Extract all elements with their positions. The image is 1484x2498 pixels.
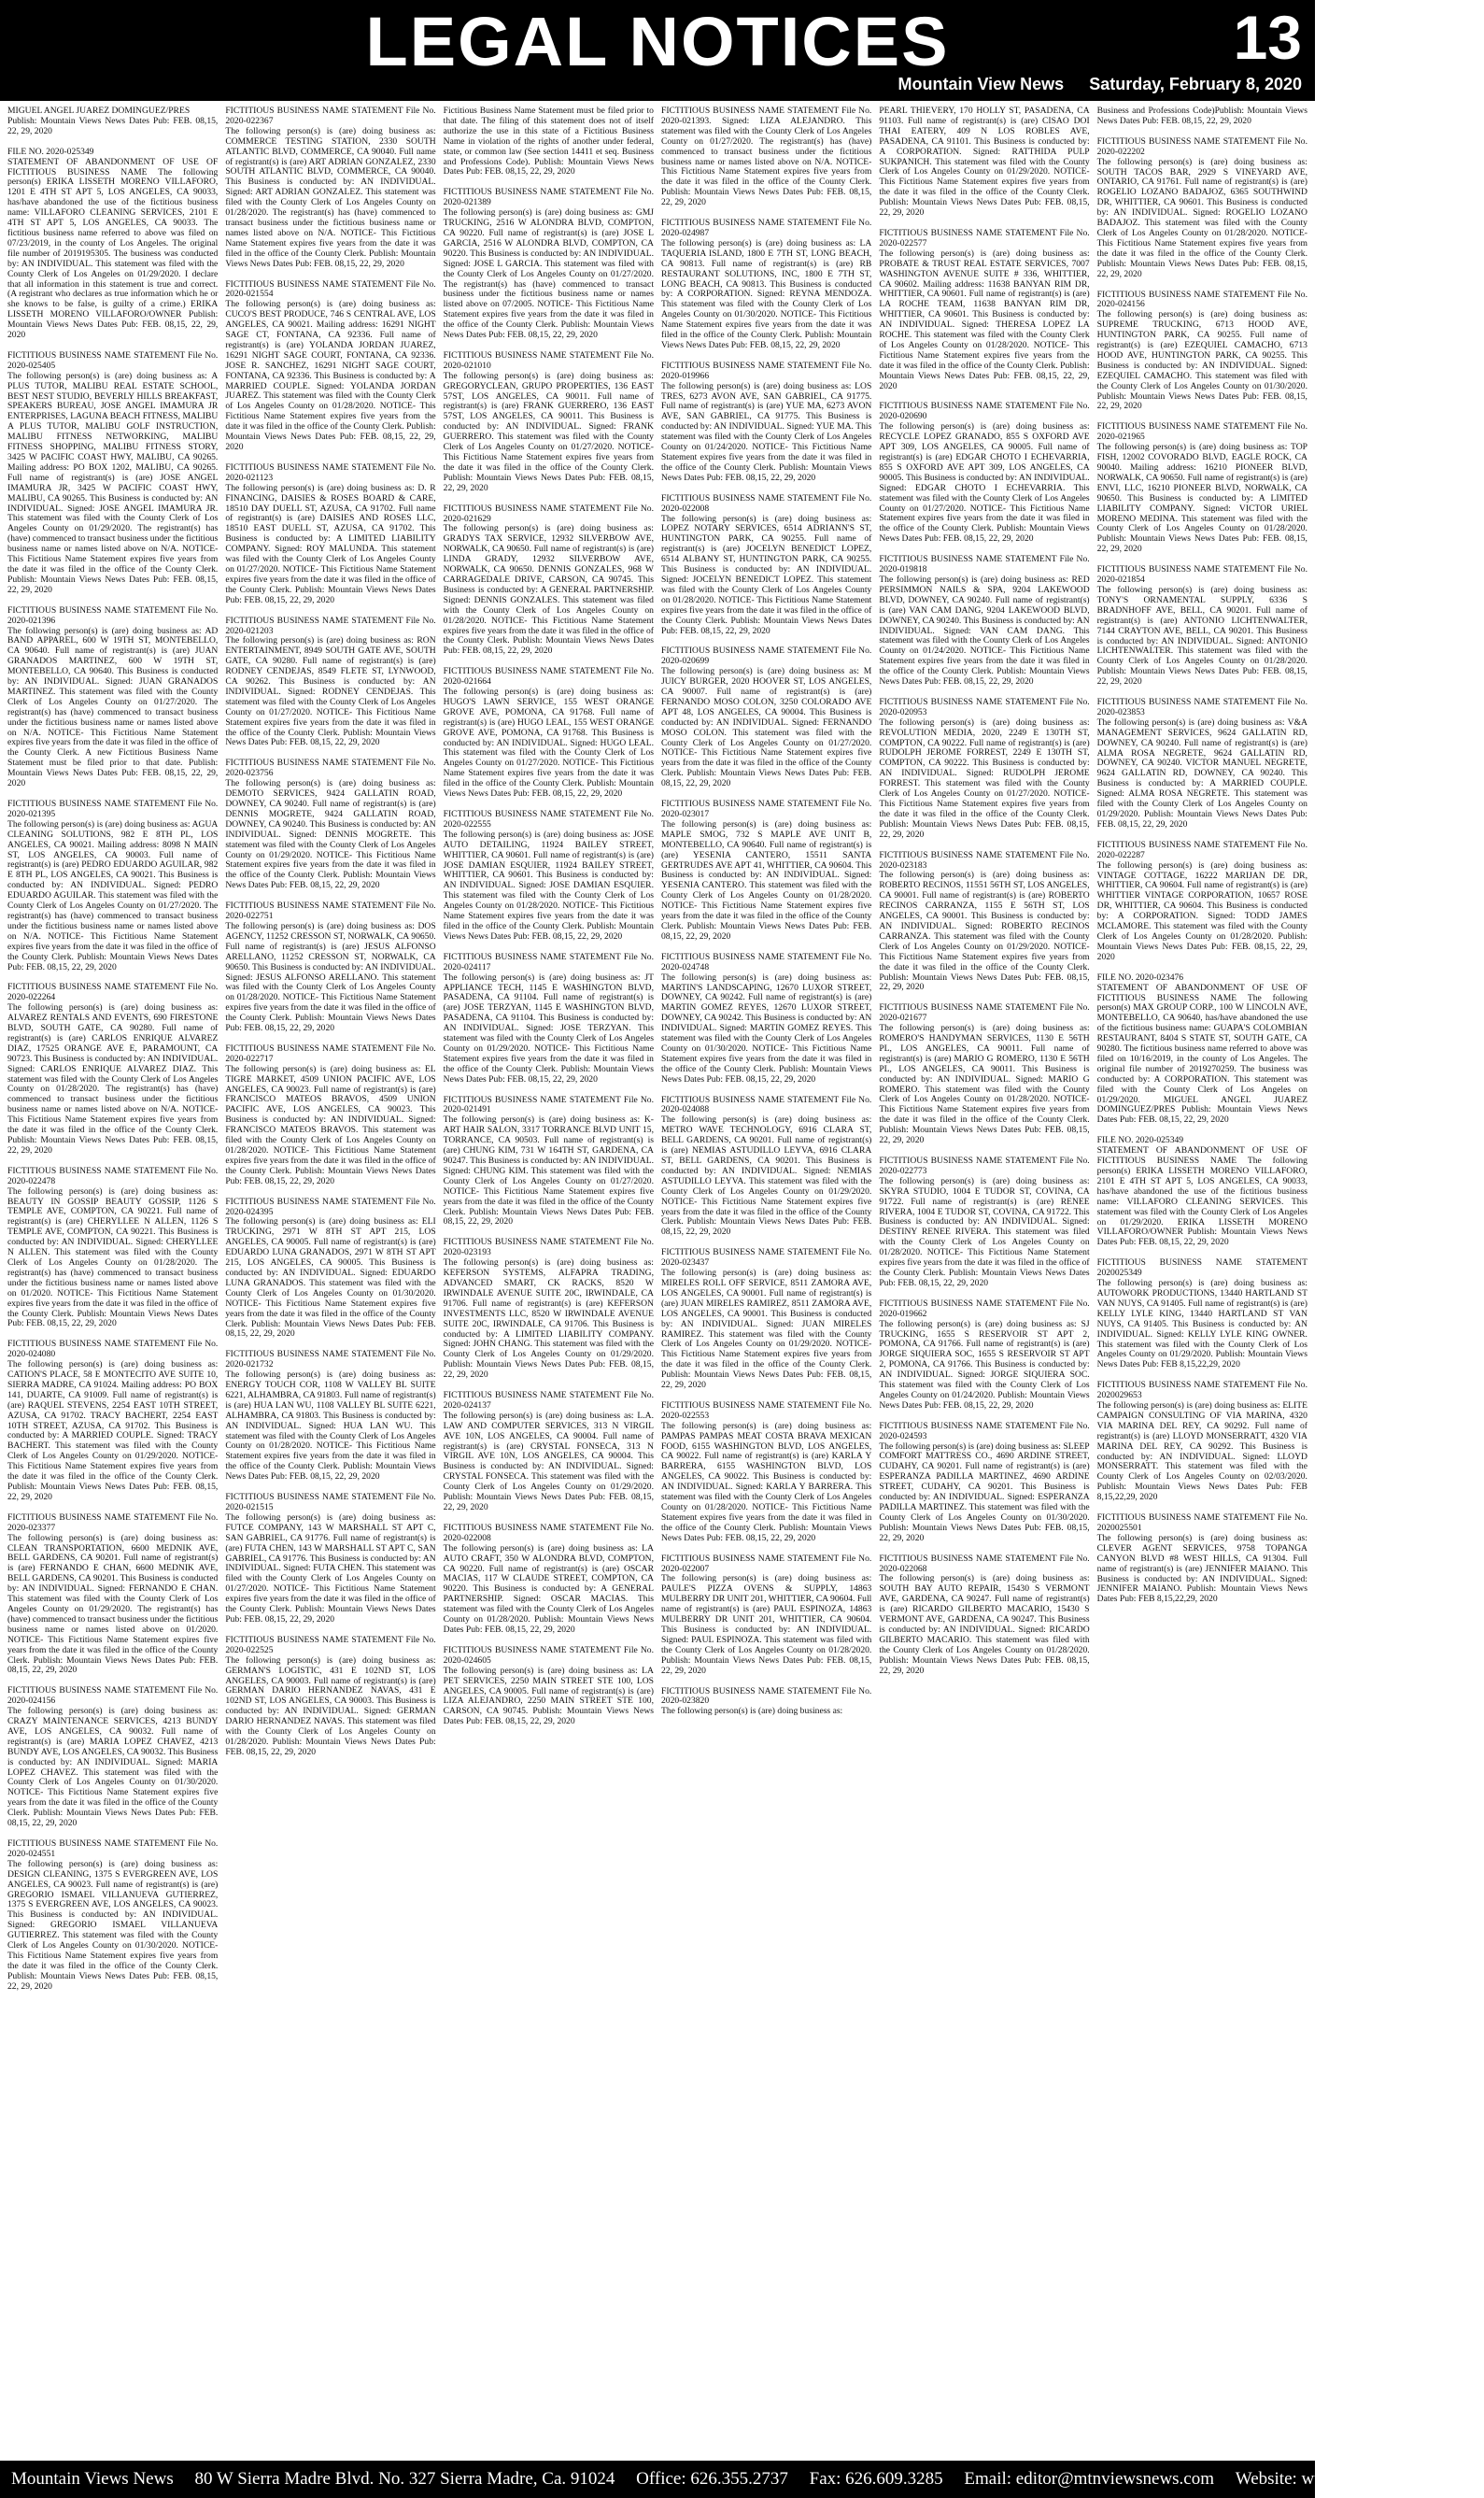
notice-body: The following person(s) is (are) doing business as: VINTAGE COTTAGE, 16222 MARIJAN DE DR, WHITTIER, CA 90604. Full name of registrant(s) is (are) WHITTIER VINTAGE CORPORATION, 10657 ROSE DR, WHITTIER, CA 90604. This Business is conducted by: A CORPORATION. Signed: TODD JAMES MCLAMORE. This statement was filed with the County Clerk of Los Angeles County on 01/28/2020. Publish: Mountain Views News Dates Pub: FEB. 08,15, 22, 29, 2020 (1096, 859, 1307, 962)
notice-heading: FICTITIOUS BUSINESS NAME STATEMENT File No. 2020029653 (1096, 1380, 1307, 1401)
legal-notice (7, 983, 218, 1156)
legal-notice (444, 1238, 654, 1381)
notice-body: The following person(s) is (are) doing business as: L.A. LAW AND COMPUTER SERVICES, 313 N VIRGIL AVE 10N, LOS ANGELES, CA 90004. Full name of registrant(s) is (are) CRYSTAL FONSECA, 313 N VIRGIL AVE 10N, LOS ANGELES, CA 90004. This Business is conducted by: AN INDIVIDUAL. Signed: CRYSTAL FONSECA. This statement was filed with the County Clerk of Los Angeles County on 01/29/2020. Publish: Mountain Views News Dates Pub: FEB. 08,15, 22, 29, 2020 (443, 1410, 654, 1512)
notice-heading: FICTITIOUS BUSINESS NAME STATEMENT File No. 2020-019966 (660, 360, 872, 381)
masthead-subline (878, 75, 1303, 94)
notice-body: Fictitious Business Name Statement must be filed prior to that date. The filing of this statement does not of itself authorize the use in this state of a Fictitious Business Name in violation of the rights of another under federal, state, or common law (See section 14411 et seq. Business and Professions Code). Publish: Mountain Views News Dates Pub: FEB. 08,15, 22, 29, 2020 (443, 106, 654, 177)
legal-notice (7, 1839, 218, 1993)
notice-heading: FICTITIOUS BUSINESS NAME STATEMENT File No. 2020-021491 (443, 1094, 654, 1115)
legal-notice (661, 219, 871, 351)
notice-body: The following person(s) is (are) doing business as: LA TAQUERIA ISLAND, 1800 E 7TH ST, LONG BEACH, CA 90813. Full name of registrant(s) is (are) RB RESTAURANT SOLUTIONS, INC, 1800 E 7TH ST, LONG BEACH, CA 90813. This Business is conducted by: A CORPORATION. Signed: REYNA MENDOZA. This statement was filed with the County Clerk of Los Angeles County on 01/30/2020. NOTICE- This Fictitious Name Statement expires five years from the date it was filed in the office of the County Clerk. Publish: Mountain Views News Dates Pub: FEB. 08,15, 22, 29, 2020 (660, 237, 872, 350)
notice-heading: FICTITIOUS BUSINESS NAME STATEMENT File No. 2020-024080 (7, 1339, 219, 1360)
notice-body: STATEMENT OF ABANDONMENT OF USE OF FICTITIOUS BUSINESS NAME The following person(s) ERIKA LISSETH MORENO VILLAFORO, 1201 E 4TH ST APT 5, LOS ANGELES, CA 90033, has/have abandoned the use of the fictitious business name: VILLAFORO CLEANING SERVICES, 2101 E 4TH ST APT 5, LOS ANGELES, CA 90033. The fictitious business name referred to above was filed on 07/23/2019, in the county of Los Angeles. The original file number of 2019195305. The business was conducted by: AN INDIVIDUAL. This statement was filed with the County Clerk of Los Angeles on 01/29/2020. I declare that all information in this statement is true and correct. (A registrant who declares as true information which he or she knows to be false, is guilty of a crime.) ERIKA LISSETH MORENO VILLAFORO/OWNER Publish: Mountain Views News Dates Pub: FEB. 08,15, 22, 29, 2020 (7, 156, 219, 341)
notice-body: PEARL THIEVERY, 170 HOLLY ST, PASADENA, CA 91103. Full name of registrant(s) is (are) CISAO DOI THAI EATERY, 409 N LOS ROBLES AVE, PASADENA, CA 91101. This Business is conducted by: A CORPORATION. Signed: RATTHIDA PULP SUKPANICH. This statement was filed with the County Clerk of Los Angeles County on 01/29/2020. NOTICE- This Fictitious Name Statement expires five years from the date it was filed in the office of the County Clerk. Publish: Mountain Views News Dates Pub: FEB. 08,15, 22, 29, 2020 (879, 106, 1090, 219)
notice-heading: FICTITIOUS BUSINESS NAME STATEMENT File No. 2020-024137 (443, 1390, 654, 1411)
legal-notice (444, 1646, 654, 1727)
notice-body: The following person(s) is (are) doing business as: JOSE AUTO DETAILING, 11924 BAILEY STREET, WHITTIER, CA 90601. Full name of registrant(s) is (are) JOSE DAMIAN ESQUIER, 11924 BAILEY STREET, WHITTIER, CA 90601. This Business is conducted by: AN INDIVIDUAL. Signed: JOSE DAMIAN ESQUIER. This statement was filed with the County Clerk of Los Angeles County on 01/28/2020. NOTICE- This Fictitious Name Statement expires five years from the date it was filed in the office of the County Clerk. Publish: Mountain Views News Dates Pub: FEB. 08,15, 22, 29, 2020 (443, 829, 654, 942)
notice-heading: FICTITIOUS BUSINESS NAME STATEMENT File No. 2020-021854 (1096, 564, 1307, 586)
notice-body: FICTITIOUS BUSINESS NAME STATEMENT File No. 2020-021393. Signed: LIZA ALEJANDRO. This statement was filed with the County Clerk of Los Angeles County on 01/27/2020. The registrant(s) has (have) commenced to transact business under the fictitious business name or names listed above on N/A. NOTICE- This Fictitious Name Statement expires five years from the date it was filed in the office of the County Clerk. Publish: Mountain Views News Dates Pub: FEB. 08,15, 22, 29, 2020 (660, 106, 872, 208)
notice-heading: FICTITIOUS BUSINESS NAME STATEMENT File No. 2020-023377 (7, 1512, 219, 1533)
notice-heading: FICTITIOUS BUSINESS NAME STATEMENT File No. 2020-021677 (879, 1002, 1090, 1024)
issue-date: Saturday, February 8, 2020 (1089, 75, 1302, 93)
notice-heading: FICTITIOUS BUSINESS NAME STATEMENT File No. 2020-022287 (1096, 839, 1307, 860)
contact-footer (0, 2461, 1484, 2498)
notice-heading: FILE NO. 2020-025349 (7, 146, 94, 157)
notice-heading: FICTITIOUS BUSINESS NAME STATEMENT File No. 2020-022007 (660, 1553, 872, 1574)
legal-notice (444, 1391, 654, 1513)
notice-body: The following person(s) is (are) doing business as: AD BAND APPAREL, 600 W 19TH ST, MONTEBELLO, CA 90640. Full name of registrant(s) is (are) JUAN GRANADOS MARTINEZ, 600 W 19TH ST, MONTEBELLO, CA 90640. This Business is conducted by: AN INDIVIDUAL. Signed: JUAN GRANADOS MARTINEZ. This statement was filed with the County Clerk of Los Angeles County on 01/27/2020. The registrant(s) has (have) commenced to transact business under the fictitious business name or names listed above on N/A. NOTICE- This Fictitious Name Statement expires five years from the date it was filed in the office of the County Clerk. A new Fictitious Business Name Statement must be filed prior to that date. Publish: Mountain Views News Dates Pub: FEB. 08,15, 22, 29, 2020 (7, 625, 219, 789)
notice-body: The following person(s) is (are) doing business as: MIRELES ROLL OFF SERVICE, 8511 ZAMORA AVE, LOS ANGELES, CA 90001. Full name of registrant(s) is (are) JUAN MIRELES RAMIREZ, 8511 ZAMORA AVE, LOS ANGELES, CA 90001. This Business is conducted by: AN INDIVIDUAL. Signed: JUAN MIRELES RAMIREZ. This statement was filed with the County Clerk of Los Angeles County on 01/29/2020. NOTICE- This Fictitious Name Statement expires five years from the date it was filed in the office of the County Clerk. Publish: Mountain Views News Dates Pub: FEB. 08,15, 22, 29, 2020 (660, 1268, 872, 1391)
notice-body: Business and Professions Code)Publish: Mountain Views News Dates Pub: FEB. 08,15, 22, 29, 2020 (1096, 106, 1307, 126)
section-title: LEGAL NOTICES (365, 3, 950, 80)
notice-heading: FICTITIOUS BUSINESS NAME STATEMENT File No. 2020-022525 (225, 1634, 436, 1655)
legal-notice (444, 667, 654, 800)
notice-heading: FICTITIOUS BUSINESS NAME STATEMENT File No. 2020-021389 (443, 187, 654, 208)
notice-column-4 (661, 106, 871, 2455)
legal-notice (1097, 137, 1307, 280)
notice-body: The following person(s) is (are) doing business as: PROBATE & TRUST REAL ESTATE SERVICES, 7007 WASHINGTON AVENUE SUITE # 336, WHITTIER, CA 90602. Mailing address: 11638 BANYAN RIM DR, WHITTIER, CA 90601. Full name of registrant(s) is (are) LA ROCHE TEAM, 11638 BANYAN RIM DR, WHITTIER, CA 90601. This Business is conducted by: AN INDIVIDUAL. Signed: THERESA LOPEZ LA ROCHE. This statement was filed with the County Clerk of Los Angeles County on 01/28/2020. NOTICE- This Fictitious Name Statement expires five years from the date it was filed in the office of the County Clerk. Publish: Mountain Views News Dates Pub: FEB. 08,15, 22, 29, 2020 (879, 248, 1090, 391)
legal-notice (1097, 1258, 1307, 1370)
legal-notice (7, 106, 218, 137)
notice-body: The following person(s) is (are) doing business as: LOS TRES, 6273 AVON AVE, SAN GABRIEL, CA 91775. Full name of registrant(s) is (are) YUE MA, 6273 AVON AVE, SAN GABRIEL, CA 91775. This Business is conducted by: AN INDIVIDUAL. Signed: YUE MA. This statement was filed with the County Clerk of Los Angeles County on 01/24/2020. NOTICE- This Fictitious Name Statement expires five years from the date it was filed in the office of the County Clerk. Publish: Mountain Views News Dates Pub: FEB. 08,15, 22, 29, 2020 (660, 380, 872, 483)
legal-notice (661, 494, 871, 637)
notice-heading: FILE NO. 2020-025349 (1096, 1135, 1184, 1146)
notice-heading: FICTITIOUS BUSINESS NAME STATEMENT File No. 2020025501 (1096, 1512, 1307, 1533)
notice-body: The following person(s) is (are) doing business as: COMMERCE TESTING STATION, 2330 SOUTH ATLANTIC BLVD, COMMERCE, CA 90040. Full name of registrant(s) is (are) ART ADRIAN GONZALEZ, 2330 SOUTH ATLANTIC BLVD, COMMERCE, CA 90040. This Business is conducted by: AN INDIVIDUAL. Signed: ART ADRIAN GONZALEZ. This statement was filed with the County Clerk of Los Angeles County on 01/28/2020. The registrant(s) has (have) commenced to transact business under the fictitious business name or names listed above on N/A. NOTICE- This Fictitious Name Statement expires five years from the date it was filed in the office of the County Clerk. Publish: Mountain Views News Dates Pub: FEB. 08,15, 22, 29, 2020 (225, 125, 436, 269)
legal-notice (444, 504, 654, 658)
legal-notice (444, 1096, 654, 1228)
legal-notice (225, 1350, 435, 1483)
notices-columns (7, 106, 1307, 2455)
footer-publication: Mountain Views News (11, 2469, 174, 2489)
notice-body: The following person(s) is (are) doing business as: SJ TRUCKING, 1655 S RESERVOIR ST APT 2, POMONA, CA 91766. Full name of registrant(s) is (are) JORGE SIQUIERA SOC, 1655 S RESERVOIR ST APT 2, POMONA, CA 91766. This Business is conducted by: AN INDIVIDUAL. Signed: JORGE SIQUIERA SOC. This statement was filed with the County Clerk of Los Angeles County on 01/24/2020. Publish: Mountain Views News Dates Pub: FEB. 08,15, 22, 29, 2020 (879, 1318, 1090, 1411)
notice-body: The following person(s) is (are) doing business as: CATION'S PLACE, 58 E MONTECITO AVE SUITE 10, SIERRA MADRE, CA 91024. Mailing address: PO BOX 141, DUARTE, CA 91009. Full name of registrant(s) is (are) RAQUEL STEVENS, 2254 EAST 10TH STREET, AZUSA, CA 91702. TRACY BACHERT, 2254 EAST 10TH STREET, AZUSA, CA 91702. This Business is conducted by: A MARRIED COUPLE. Signed: TRACY BACHERT. This statement was filed with the County Clerk of Los Angeles County on 01/29/2020. NOTICE- This Fictitious Name Statement expires five years from the date it was filed in the office of the County Clerk. Publish: Mountain Views News Dates Pub: FEB. 08,15, 22, 29, 2020 (7, 1359, 219, 1502)
notice-heading: FICTITIOUS BUSINESS NAME STATEMENT File No. 2020-022367 (225, 106, 436, 126)
notice-heading: FICTITIOUS BUSINESS NAME STATEMENT File No. 2020-021396 (7, 604, 219, 626)
legal-notice (1097, 1513, 1307, 1605)
notice-body: The following person(s) is (are) doing business as: KEFERSON SYSTEMS, ALFAPRA TRADING, ADVANCED SMART, CK RACKS, 8520 W IRWINDALE AVENUE SUITE 20C, IRWINDALE, CA 91706. Full name of registrant(s) is (are) KEFERSON INVESTMENTS LLC, 8520 W IRWINDALE AVENUE SUITE 20C, IRWINDALE, CA 91706. This Business is conducted by: A LIMITED LIABILITY COMPANY. Signed: JOHN CHANG. This statement was filed with the County Clerk of Los Angeles County on 01/29/2020. Publish: Mountain Views News Dates Pub: FEB. 08,15, 22, 29, 2020 (443, 1257, 654, 1381)
notice-heading: FICTITIOUS BUSINESS NAME STATEMENT File No. 2020-024593 (879, 1420, 1090, 1441)
notice-column-5 (879, 106, 1089, 2455)
notice-heading: FICTITIOUS BUSINESS NAME STATEMENT File No. 2020-022264 (7, 982, 219, 1003)
legal-notice (7, 1340, 218, 1503)
notice-body: The following person(s) is (are) doing business as: GERMAN'S LOGISTIC, 431 E 102ND ST, LOS ANGELES, CA 90003. Full name of registrant(s) is (are) GERMAN DARIO HERNANDEZ NAVAS, 431 E 102ND ST, LOS ANGELES, CA 90003. This Business is conducted by: AN INDIVIDUAL. Signed: GERMAN DARIO HERNANDEZ NAVAS. This statement was filed with the County Clerk of Los Angeles County on 01/28/2020. Publish: Mountain Views News Dates Pub: FEB. 08,15, 22, 29, 2020 (225, 1654, 436, 1757)
footer-fax: Fax: 626.609.3285 (809, 2469, 943, 2489)
notice-heading: FICTITIOUS BUSINESS NAME STATEMENT File No. 2020-023756 (225, 758, 436, 779)
notice-body: The following person(s) is (are) doing business as: CLEAN TRANSPORTATION, 6600 MEDNIK AVE, BELL GARDENS, CA 90201. Full name of registrant(s) is (are) FERNANDO E CHAN, 6600 MEDNIK AVE, BELL GARDENS, CA 90201. This Business is conducted by: AN INDIVIDUAL. Signed: FERNANDO E CHAN. This statement was filed with the County Clerk of Los Angeles County on 01/29/2020. The registrant(s) has (have) commenced to transact business under the fictitious business name or names listed above on 01/2020. NOTICE- This Fictitious Name Statement expires five years from the date it was filed in the office of the County Clerk. Publish: Mountain Views News Dates Pub: FEB. 08,15, 22, 29, 2020 (7, 1532, 219, 1676)
notice-heading: FICTITIOUS BUSINESS NAME STATEMENT File No. 2020-021010 (443, 349, 654, 371)
legal-notice (444, 106, 654, 177)
legal-notice (661, 1096, 871, 1239)
notice-body: The following person(s) is (are) doing business as: AGUA CLEANING SOLUTIONS, 982 E 8TH PL, LOS ANGELES, CA 90021. Mailing address: 8098 N MAIN ST, LOS ANGELES, CA 90003. Full name of registrant(s) is (are) PEDRO EDUARDO AGUILAR, 982 E 8TH PL, LOS ANGELES, CA 90021. This Business is conducted by: AN INDIVIDUAL. Signed: PEDRO EDUARDO AGUILAR. This statement was filed with the County Clerk of Los Angeles County on 01/27/2020. The registrant(s) has (have) commenced to transact business under the fictitious business name or names listed above on N/A. NOTICE- This Fictitious Name Statement expires five years from the date it was filed in the office of the County Clerk. Publish: Mountain Views News Dates Pub: FEB. 08,15, 22, 29, 2020 (7, 818, 219, 972)
notice-body: The following person(s) is (are) doing business as: DOS AGENCY, 11252 CRESSON ST, NORWALK, CA 90650. Full name of registrant(s) is (are) JESUS ALFONSO ARELLANO, 11252 CRESSON ST, NORWALK, CA 90650. This Business is conducted by: AN INDIVIDUAL. Signed: JESUS ALFONSO ARELLANO. This statement was filed with the County Clerk of Los Angeles County on 01/28/2020. NOTICE- This Fictitious Name Statement expires five years from the date it was filed in the office of the County Clerk. Publish: Mountain Views News Dates Pub: FEB. 08,15, 22, 29, 2020 (225, 920, 436, 1034)
notice-heading: FICTITIOUS BUSINESS NAME STATEMENT File No. 2020-024088 (660, 1094, 872, 1115)
legal-notice (225, 901, 435, 1034)
notice-heading: FICTITIOUS BUSINESS NAME STATEMENT File No. 2020-021203 (225, 615, 436, 636)
notice-body: The following person(s) is (are) doing business as: BEAUTY IN GOSSIP BEAUTY GOSSIP, 1126 S TEMPLE AVE, COMPTON, CA 90221. Full name of registrant(s) is (are) CHERYLLEE N ALLEN, 1126 S TEMPLE AVE, COMPTON, CA 90221. This Business is conducted by: AN INDIVIDUAL. Signed: CHERYLLEE N ALLEN. This statement was filed with the County Clerk of Los Angeles County on 01/28/2020. The registrant(s) has (have) commenced to transact business under the fictitious business name or names listed above on 01/2020. NOTICE- This Fictitious Name Statement expires five years from the date it was filed in the office of the County Clerk. Publish: Mountain Views News Dates Pub: FEB. 08,15, 22, 29, 2020 (7, 1185, 219, 1329)
notice-body: The following person(s) is (are) doing business as: PAMPAS PAMPAS MEAT COSTA BRAVA MEXICAN FOOD, 6155 WASHINGTON BLVD, LOS ANGELES, CA 90022. Full name of registrant(s) is (are) KARLA Y BARRERA, 6155 WASHINGTON BLVD, LOS ANGELES, CA 90022. This Business is conducted by: AN INDIVIDUAL. Signed: KARLA Y BARRERA. This statement was filed with the County Clerk of Los Angeles County on 01/28/2020. NOTICE- This Fictitious Name Statement expires five years from the date it was filed in the office of the County Clerk. Publish: Mountain Views News Dates Pub: FEB. 08,15, 22, 29, 2020 (660, 1420, 872, 1543)
legal-notice (879, 1422, 1089, 1544)
legal-notice (879, 555, 1089, 688)
legal-notice (225, 1493, 435, 1625)
legal-notice (1097, 422, 1307, 555)
legal-notice (879, 1157, 1089, 1289)
legal-notice (225, 106, 435, 270)
notice-heading: FICTITIOUS BUSINESS NAME STATEMENT File No. 2020-021395 (7, 799, 219, 819)
notice-body: The following person(s) is (are) doing business as: LA AUTO CRAFT, 350 W ALONDRA BLVD, COMPTON, CA 90220. Full name of registrant(s) is (are) OSCAR MACIAS, 117 W CLAUDE STREET, COMPTON, CA 90220. This Business is conducted by: A GENERAL PARTNERSHIP. Signed: OSCAR MACIAS. This statement was filed with the County Clerk of Los Angeles County on 01/28/2020. Publish: Mountain Views News Dates Pub: FEB. 08,15, 22, 29, 2020 (443, 1542, 654, 1635)
notice-heading: FICTITIOUS BUSINESS NAME STATEMENT 2020025349 (1096, 1257, 1307, 1279)
notice-heading: FICTITIOUS BUSINESS NAME STATEMENT File No. 2020-024395 (225, 1196, 436, 1217)
notice-body: The following person(s) is (are) doing business as: RON ENTERTAINMENT, 8949 SOUTH GATE AVE, SOUTH GATE, CA 90280. Full name of registrant(s) is (are) RODNEY CENDEJAS, 8549 FLETE ST, LYNWOOD, CA 90262. This Business is conducted by: AN INDIVIDUAL. Signed: RODNEY CENDEJAS. This statement was filed with the County Clerk of Los Angeles County on 01/27/2020. NOTICE- This Fictitious Name Statement expires five years from the date it was filed in the office of the County Clerk. Publish: Mountain Views News Dates Pub: FEB. 08,15, 22, 29, 2020 (225, 635, 436, 748)
notice-body: Publish: Mountain Views News Dates Pub: FEB. 08,15, 22, 29, 2020 (7, 115, 219, 136)
legal-notice (225, 1044, 435, 1187)
notice-heading: FICTITIOUS BUSINESS NAME STATEMENT File No. 2020-019662 (879, 1298, 1090, 1319)
notice-body: The following person(s) is (are) doing business as: ROMERO'S HANDYMAN SERVICES, 1130 E 56TH PL, LOS ANGELES, CA 90011. Full name of registrant(s) is (are) MARIO G ROMERO, 1130 E 56TH PL, LOS ANGELES, CA 90011. This Business is conducted by: AN INDIVIDUAL. Signed: MARIO G ROMERO. This statement was filed with the County Clerk of Los Angeles County on 01/28/2020. NOTICE- This Fictitious Name Statement expires five years from the date it was filed in the office of the County Clerk. Publish: Mountain Views News Dates Pub: FEB. 08,15, 22, 29, 2020 (879, 1023, 1090, 1146)
notice-body: The following person(s) is (are) doing business as: ALVAREZ RENTALS AND EVENTS, 690 FIRESTONE BLVD, SOUTH GATE, CA 90280. Full name of registrant(s) is (are) CARLOS ENRIQUE ALVAREZ DIAZ, 17525 ORANGE AVE E, PARAMOUNT, CA 90723. This Business is conducted by: AN INDIVIDUAL. Signed: CARLOS ENRIQUE ALVAREZ DIAZ. This statement was filed with the County Clerk of Los Angeles County on 01/28/2020. The registrant(s) has (have) commenced to transact business under the fictitious business name or names listed above on N/A. NOTICE- This Fictitious Name Statement expires five years from the date it was filed in the office of the County Clerk. Publish: Mountain Views News Dates Pub: FEB. 08,15, 22, 29, 2020 (7, 1002, 219, 1156)
masthead (0, 0, 1315, 101)
notice-body: The following person(s) is (are) doing business as: ELI TRUCKING, 2971 W 8TH ST APT 215, LOS ANGELES, CA 90005. Full name of registrant(s) is (are) EDUARDO LUNA GRANADOS, 2971 W 8TH ST APT 215, LOS ANGELES, CA 90005. This Business is conducted by: AN INDIVIDUAL. Signed: EDUARDO LUNA GRANADOS. This statement was filed with the County Clerk of Los Angeles County on 01/30/2020. NOTICE- This Fictitious Name Statement expires five years from the date it was filed in the office of the County Clerk. Publish: Mountain Views News Dates Pub: FEB. 08,15, 22, 29, 2020 (225, 1216, 436, 1340)
notice-body: The following person(s) is (are) doing business as: SOUTH TACOS BAR, 2929 S VINEYARD AVE, ONTARIO, CA 91761. Full name of registrant(s) is (are) ROGELIO LOZANO BADAJOZ, 6365 SOUTHWIND DR, WHITTIER, CA 90601. This Business is conducted by: AN INDIVIDUAL. Signed: ROGELIO LOZANO BADAJOZ. This statement was filed with the County Clerk of Los Angeles County on 01/28/2020. NOTICE- This Fictitious Name Statement expires five years from the date it was filed in the office of the County Clerk. Publish: Mountain Views News Dates Pub: FEB. 08,15, 22, 29, 2020 (1096, 156, 1307, 279)
legal-notice (661, 362, 871, 484)
page-number: 13 (1233, 3, 1302, 72)
notice-body: The following person(s) is (are) doing business as: GREGORYCLEAN, GRUPO PROPERTIES, 136 EAST 57ST, LOS ANGELES, CA 90011. Full name of registrant(s) is (are) FRANK GUERRERO, 136 EAST 57ST, LOS ANGELES, CA 90011. This Business is conducted by: AN INDIVIDUAL. Signed: FRANK GUERRERO. This statement was filed with the County Clerk of Los Angeles County on 01/27/2020. NOTICE- This Fictitious Name Statement expires five years from the date it was filed in the office of the County Clerk. Publish: Mountain Views News Dates Pub: FEB. 08,15, 22, 29, 2020 (443, 370, 654, 493)
legal-notice (7, 800, 218, 972)
legal-notice (444, 188, 654, 341)
notice-heading: FICTITIOUS BUSINESS NAME STATEMENT File No. 2020-024156 (1096, 289, 1307, 310)
notice-heading: FICTITIOUS BUSINESS NAME STATEMENT File No. 2020-022478 (7, 1165, 219, 1186)
legal-notice (225, 1198, 435, 1341)
legal-notice (7, 351, 218, 596)
notice-body: The following person(s) is (are) doing business as: CUCO'S BEST PRODUCE, 746 S CENTRAL AVE, LOS ANGELES, CA 90021. Mailing address: 16291 NIGHT SAGE CT, FONTANA, CA 92336. Full name of registrant(s) is (are) YOLANDA JORDAN JUAREZ, 16291 NIGHT SAGE COURT, FONTANA, CA 92336. JOSE R. SANCHEZ, 16291 NIGHT SAGE COURT, FONTANA, CA 92336. This Business is conducted by: A MARRIED COUPLE. Signed: YOLANDA JORDAN JUAREZ. This statement was filed with the County Clerk of Los Angeles County on 01/28/2020. NOTICE- This Fictitious Name Statement expires five years from the date it was filed in the office of the County Clerk. Publish: Mountain Views News Dates Pub: FEB. 08,15, 22, 29, 2020 (225, 299, 436, 452)
notice-body: The following person(s) is (are) doing business as: METRO WAVE TECHNOLOGY, 6916 CLARA ST, BELL GARDENS, CA 90201. Full name of registrant(s) is (are) NEMIAS ASTUDILLO LEYVA, 6916 CLARA ST, BELL GARDENS, CA 90201. This Business is conducted by: AN INDIVIDUAL. Signed: NEMIAS ASTUDILLO LEYVA. This statement was filed with the County Clerk of Los Angeles County on 01/29/2020. NOTICE- This Fictitious Name Statement expires five years from the date it was filed in the office of the County Clerk. Publish: Mountain Views News Dates Pub: FEB. 08,15, 22, 29, 2020 (660, 1114, 872, 1238)
notice-heading: FICTITIOUS BUSINESS NAME STATEMENT File No. 2020-022751 (225, 901, 436, 922)
notice-body: The following person(s) is (are) doing business as: LA PET SERVICES, 2250 MAIN STREET STE 100, LOS ANGELES, CA 90005. Full name of registrant(s) is (are) LIZA ALEJANDRO, 2250 MAIN STREET STE 100, CARSON, CA 90745. Publish: Mountain Views News Dates Pub: FEB. 08,15, 22, 29, 2020 (443, 1665, 654, 1727)
notice-heading: FICTITIOUS BUSINESS NAME STATEMENT File No. 2020-021515 (225, 1492, 436, 1512)
legal-notice (225, 759, 435, 891)
notice-body: The following person(s) is (are) doing business as: DESIGN CLEANING, 1375 S EVERGREEN AVE, LOS ANGELES, CA 90023. Full name of registrant(s) is (are) GREGORIO ISMAEL VILLANUEVA GUTIERREZ, 1375 S EVERGREEN AVE, LOS ANGELES, CA 90023. This Business is conducted by: AN INDIVIDUAL. Signed: GREGORIO ISMAEL VILLANUEVA GUTIERREZ. This statement was filed with the County Clerk of Los Angeles County on 01/30/2020. NOTICE- This Fictitious Name Statement expires five years from the date it was filed in the office of the County Clerk. Publish: Mountain Views News Dates Pub: FEB. 08,15, 22, 29, 2020 (7, 1858, 219, 1992)
notice-body: STATEMENT OF ABANDONMENT OF USE OF FICTITIOUS BUSINESS NAME The following person(s) ERIKA LISSETH MORENO VILLAFORO, 2101 E 4TH ST APT 5, LOS ANGELES, CA 90033, has/have abandoned the use of the fictitious business name: VILLAFORO CLEANING SERVICES. This statement was filed with the County Clerk of Los Angeles on 01/29/2020. ERIKA LISSETH MORENO VILLAFORO/OWNER Publish: Mountain Views News Dates Pub: FEB. 08,15, 22, 29, 2020 (1096, 1145, 1307, 1248)
notice-heading: FICTITIOUS BUSINESS NAME STATEMENT File No. 2020-023853 (1096, 697, 1307, 717)
legal-notice (1097, 291, 1307, 413)
notice-heading: FICTITIOUS BUSINESS NAME STATEMENT File No. 2020-020690 (879, 401, 1090, 422)
notice-column-1 (7, 106, 218, 2455)
legal-notice (1097, 565, 1307, 688)
legal-notice (661, 106, 871, 208)
notice-body: STATEMENT OF ABANDONMENT OF USE OF FICTITIOUS BUSINESS NAME The following person(s) MAX GROUP CORP., 100 W LINCOLN AVE, MONTEBELLO, CA 90640, has/have abandoned the use of the fictitious business name: GUAPA'S COLOMBIAN RESTAURANT, 8404 S STATE ST, SOUTH GATE, CA 90280. The fictitious business name referred to above was filed on 10/16/2019, in the county of Los Angeles. The original file number of 2019270259. The business was conducted by: A CORPORATION. This statement was filed with the County Clerk of Los Angeles on 01/29/2020. MIGUEL ANGEL JUAREZ DOMINGUEZ/PRES Publish: Mountain Views News Dates Pub: FEB. 08,15, 22, 29, 2020 (1096, 982, 1307, 1126)
notice-body: The following person(s) is (are) doing business as: TOP FISH, 12002 COVORADO BLVD, EAGLE ROCK, CA 90040. Mailing address: 16210 PIONEER BLVD, NORWALK, CA 90650. Full name of registrant(s) is (are) ENVI, LLC, 16210 PIONEER BLVD, NORWALK, CA 90650. This Business is conducted by: A LIMITED LIABILITY COMPANY. Signed: VICTOR URIEL MORENO MEDINA. This statement was filed with the County Clerk of Los Angeles County on 01/28/2020. Publish: Mountain Views News Dates Pub: FEB. 08,15, 22, 29, 2020 (1096, 442, 1307, 555)
notice-heading: FICTITIOUS BUSINESS NAME STATEMENT File No. 2020-020699 (660, 646, 872, 667)
notice-body: The following person(s) is (are) doing business as: M JUICY BURGER, 2020 HOOVER ST, LOS ANGELES, CA 90007. Full name of registrant(s) is (are) FERNANDO MOSO COLON, 3250 COLORADO AVE APT 48, LOS ANGELES, CA 90004. This Business is conducted by: AN INDIVIDUAL. Signed: FERNANDO MOSO COLON. This statement was filed with the County Clerk of Los Angeles County on 01/27/2020. NOTICE- This Fictitious Name Statement expires five years from the date it was filed in the office of the County Clerk. Publish: Mountain Views News Dates Pub: FEB. 08,15, 22, 29, 2020 (660, 666, 872, 789)
legal-notice (7, 1686, 218, 1829)
legal-notice (879, 402, 1089, 545)
legal-notice (879, 851, 1089, 994)
notice-heading: FICTITIOUS BUSINESS NAME STATEMENT File No. 2020-021123 (225, 461, 436, 483)
notice-body: The following person(s) is (are) doing business as: (660, 1706, 843, 1717)
notice-column-6 (1097, 106, 1307, 2455)
legal-notice (879, 1299, 1089, 1412)
notice-heading: FICTITIOUS BUSINESS NAME STATEMENT File No. 2020-022008 (660, 492, 872, 514)
notice-heading: FICTITIOUS BUSINESS NAME STATEMENT File No. 2020-022717 (225, 1043, 436, 1064)
notice-body: The following person(s) is (are) doing business as: REVOLUTION MEDIA, 2020, 2249 E 130TH ST, COMPTON, CA 90222. Full name of registrant(s) is (are) RUDOLPH JEROME FORREST, 2249 E 130TH ST, COMPTON, CA 90222. This Business is conducted by: AN INDIVIDUAL. Signed: RUDOLPH JEROME FORREST. This statement was filed with the County Clerk of Los Angeles County on 01/27/2020. NOTICE- This Fictitious Name Statement expires five years from the date it was filed in the office of the County Clerk. Publish: Mountain Views News Dates Pub: FEB. 08,15, 22, 29, 2020 (879, 717, 1090, 840)
notice-body: The following person(s) is (are) doing business as: JT APPLIANCE TECH, 1145 E WASHINGTON BLVD, PASADENA, CA 91104. Full name of registrant(s) is (are) JOSE TERZYAN, 1145 E WASHINGTON BLVD, PASADENA, CA 91104. This Business is conducted by: AN INDIVIDUAL. Signed: JOSE TERZYAN. This statement was filed with the County Clerk of Los Angeles County on 01/29/2020. NOTICE- This Fictitious Name Statement expires five years from the date it was filed in the office of the County Clerk. Publish: Mountain Views News Dates Pub: FEB. 08,15, 22, 29, 2020 (443, 972, 654, 1085)
legal-notice (225, 1636, 435, 1758)
notice-body: The following person(s) is (are) doing business as: MAPLE SMOG, 732 S MAPLE AVE UNIT B, MONTEBELLO, CA 90640. Full name of registrant(s) is (are) YESENIA CANTERO, 15511 SANTA GERTRUDES AVE APT 41, WHITTIER, CA 90604. This Business is conducted by: AN INDIVIDUAL. Signed: YESENIA CANTERO. This statement was filed with the County Clerk of Los Angeles County on 01/28/2020. NOTICE- This Fictitious Name Statement expires five years from the date it was filed in the office of the County Clerk. Publish: Mountain Views News Dates Pub: FEB. 08,15, 22, 29, 2020 (660, 818, 872, 942)
notice-body: The following person(s) is (are) doing business as: TONY'S ORNAMENTAL SUPPLY, 6336 S BRADNHOFF AVE, BELL, CA 90201. Full name of registrant(s) is (are) ANTONIO LICHTENWALTER, 7144 CRAYTON AVE, BELL, CA 90201. This Business is conducted by: AN INDIVIDUAL. Signed: ANTONIO LICHTENWALTER. This statement was filed with the County Clerk of Los Angeles County on 01/28/2020. Publish: Mountain Views News Dates Pub: FEB. 08,15, 22, 29, 2020 (1096, 584, 1307, 688)
footer-email: Email: editor@mtnviewsnews.com (964, 2469, 1215, 2489)
notice-body: The following person(s) is (are) doing business as: ELITE CAMPAIGN CONSULTING OF VIA MARINA, 4320 VIA MARINA DEL REY, CA 90292. Full name of registrant(s) is (are) LLOYD MONSERRATT, 4320 VIA MARINA DEL REY, CA 90292. This Business is conducted by: AN INDIVIDUAL. Signed: LLOYD MONSERRATT. This statement was filed with the County Clerk of Los Angeles County on 02/03/2020. Publish: Mountain Views News Dates Pub: FEB 8,15,22,29, 2020 (1096, 1400, 1307, 1503)
notice-body: The following person(s) is (are) doing business as: SKYRA STUDIO, 1004 E TUDOR ST, COVINA, CA 91722. Full name of registrant(s) is (are) RENEE RIVERA, 1004 E TUDOR ST, COVINA, CA 91722. This Business is conducted by: AN INDIVIDUAL. Signed: DESTINY RENEE RIVERA. This statement was filed with the County Clerk of Los Angeles County on 01/28/2020. NOTICE- This Fictitious Name Statement expires five years from the date it was filed in the office of the County Clerk. Publish: Mountain Views News Dates Pub: FEB. 08,15, 22, 29, 2020 (879, 1175, 1090, 1288)
notice-heading: MIGUEL ANGEL JUAREZ DOMINGUEZ/PRES (7, 106, 191, 116)
notice-body: The following person(s) is (are) doing business as: FUTCE COMPANY, 143 W MARSHALL ST APT C, SAN GABRIEL, CA 91776. Full name of registrant(s) is (are) FUTA CHEN, 143 W MARSHALL ST APT C, SAN GABRIEL, CA 91776. This Business is conducted by: AN INDIVIDUAL. Signed: FUTA CHEN. This statement was filed with the County Clerk of Los Angeles County on 01/27/2020. NOTICE- This Fictitious Name Statement expires five years from the date it was filed in the office of the County Clerk. Publish: Mountain Views News Dates Pub: FEB. 08,15, 22, 29, 2020 (225, 1512, 436, 1625)
notice-body: The following person(s) is (are) doing business as: AUTOWORK PRODUCTIONS, 13440 HARTLAND ST VAN NUYS, CA 91405. Full name of registrant(s) is (are) KELLY LYLE KING, 13440 HARTLAND ST VAN NUYS, CA 91405. This Business is conducted by: AN INDIVIDUAL. Signed: KELLY LYLE KING OWNER. This statement was filed with the County Clerk of Los Angeles County on 01/29/2020. Publish: Mountain Views News Dates Pub: FEB 8,15,22,29, 2020 (1096, 1278, 1307, 1370)
legal-notice (7, 1513, 218, 1677)
notice-heading: FICTITIOUS BUSINESS NAME STATEMENT File No. 2020-024605 (443, 1644, 654, 1666)
footer-website: Website: www.mtnviewsnews.com (1235, 2469, 1484, 2489)
notice-column-2 (225, 106, 435, 2455)
legal-notice (1097, 106, 1307, 127)
notice-heading: FICTITIOUS BUSINESS NAME STATEMENT File No. 2020-020953 (879, 696, 1090, 717)
notice-body: The following person(s) is (are) doing business as: D. R FINANCING, DAISIES & ROSES BOARD & CARE, 18510 DAY DUELL ST, AZUSA, CA 91702. Full name of registrant(s) is (are) DAISIES AND ROSES LLC, 18510 EAST DUELL ST, AZUSA, CA 91702. This Business is conducted by: A LIMITED LIABILITY COMPANY. Signed: ROY MALUNDA. This statement was filed with the County Clerk of Los Angeles County on 01/27/2020. NOTICE- This Fictitious Name Statement expires five years from the date it was filed in the office of the County Clerk. Publish: Mountain Views News Dates Pub: FEB. 08,15, 22, 29, 2020 (225, 482, 436, 605)
legal-notice (661, 1554, 871, 1677)
legal-notice (879, 698, 1089, 841)
notice-body: The following person(s) is (are) doing business as: ROBERTO RECINOS, 11551 56TH ST, LOS ANGELES, CA 90001. Full name of registrant(s) is (are) ROBERTO RECINOS CARRANZA, 1155 E 56TH ST, LOS ANGELES, CA 90001. This Business is conducted by: AN INDIVIDUAL. Signed: ROBERTO RECINOS CARRANZA. This statement was filed with the County Clerk of Los Angeles County on 01/29/2020. NOTICE- This Fictitious Name Statement expires five years from the date it was filed in the office of the County Clerk. Publish: Mountain Views News Dates Pub: FEB. 08,15, 22, 29, 2020 (879, 870, 1090, 993)
notice-heading: FICTITIOUS BUSINESS NAME STATEMENT File No. 2020-022068 (879, 1553, 1090, 1574)
notice-heading: FICTITIOUS BUSINESS NAME STATEMENT File No. 2020-019818 (879, 554, 1090, 575)
legal-notice (661, 1248, 871, 1391)
legal-notice (1097, 841, 1307, 963)
notice-body: The following person(s) is (are) doing business as: V&A MANAGEMENT SERVICES, 9624 GALLATIN RD, DOWNEY, CA 90240. Full name of registrant(s) is (are) ALMA ROSA NEGRETE, 9624 GALLATIN RD, DOWNEY, CA 90240. VICTOR MANUEL NEGRETE, 9624 GALLATIN RD, DOWNEY, CA 90240. This Business is conducted by: A MARRIED COUPLE. Signed: ALMA ROSA NEGRETE. This statement was filed with the County Clerk of Los Angeles County on 01/29/2020. Publish: Mountain Views News Dates Pub: FEB. 08,15, 22, 29, 2020 (1096, 717, 1307, 830)
legal-notice (879, 106, 1089, 219)
notice-heading: FICTITIOUS BUSINESS NAME STATEMENT File No. 2020-022553 (660, 1399, 872, 1421)
notice-heading: FICTITIOUS BUSINESS NAME STATEMENT File No. 2020-023017 (660, 799, 872, 819)
notice-body: The following person(s) is (are) doing business as: RECYCLE LOPEZ GRANADO, 855 S OXFORD AVE APT 309, LOS ANGELES, CA 90005. Full name of registrant(s) is (are) EDGAR CHOTO I ECHEVARRIA, 855 S OXFORD AVE APT 309, LOS ANGELES, CA 90005. This Business is conducted by: AN INDIVIDUAL. Signed: EDGAR CHOTO I ECHEVARRIA. This statement was filed with the County Clerk of Los Angeles County on 01/27/2020. NOTICE- This Fictitious Name Statement expires five years from the date it was filed in the office of the County Clerk. Publish: Mountain Views News Dates Pub: FEB. 08,15, 22, 29, 2020 (879, 421, 1090, 545)
legal-notice (225, 280, 435, 453)
notice-heading: FICTITIOUS BUSINESS NAME STATEMENT File No. 2020-024987 (660, 218, 872, 238)
legal-notice (225, 617, 435, 749)
notice-body: The following person(s) is (are) doing business as: RED PERSIMMON NAILS & SPA, 9204 LAKEWOOD BLVD, DOWNEY, CA 90240. Full name of registrant(s) is (are) VAN CAM DANG, 9204 LAKEWOOD BLVD, DOWNEY, CA 90240. This Business is conducted by: AN INDIVIDUAL. Signed: VAN CAM DANG. This statement was filed with the County Clerk of Los Angeles County on 01/24/2020. NOTICE- This Fictitious Name Statement expires five years from the date it was filed in the office of the County Clerk. Publish: Mountain Views News Dates Pub: FEB. 08,15, 22, 29, 2020 (879, 574, 1090, 688)
notice-heading: FICTITIOUS BUSINESS NAME STATEMENT File No. 2020-022555 (443, 809, 654, 830)
notice-heading: FICTITIOUS BUSINESS NAME STATEMENT File No. 2020-024748 (660, 951, 872, 972)
notice-heading: FICTITIOUS BUSINESS NAME STATEMENT File No. 2020-024117 (443, 951, 654, 972)
legal-notice (879, 1554, 1089, 1677)
notice-body: The following person(s) is (are) doing business as: CRAZY MAINTENANCE SERVICES, 4213 BUNDY AVE, LOS ANGELES, CA 90032. Full name of registrant(s) is (are) MARIA LOPEZ CHAVEZ, 4213 BUNDY AVE, LOS ANGELES, CA 90032. This Business is conducted by: AN INDIVIDUAL. Signed: MARIA LOPEZ CHAVEZ. This statement was filed with the County Clerk of Los Angeles County on 01/30/2020. NOTICE- This Fictitious Name Statement expires five years from the date it was filed in the office of the County Clerk. Publish: Mountain Views News Dates Pub: FEB. 08,15, 22, 29, 2020 (7, 1706, 219, 1829)
notice-body: The following person(s) is (are) doing business as: DEMOTO SERVICES, 9424 GALLATIN ROAD, DOWNEY, CA 90240. Full name of registrant(s) is (are) DENNIS MOGRETE, 9424 GALLATIN ROAD, DOWNEY, CA 90240. This Business is conducted by: AN INDIVIDUAL. Signed: DENNIS MOGRETE. This statement was filed with the County Clerk of Los Angeles County on 01/29/2020. NOTICE- This Fictitious Name Statement expires five years from the date it was filed in the office of the County Clerk. Publish: Mountain Views News Dates Pub: FEB. 08,15, 22, 29, 2020 (225, 778, 436, 891)
notice-heading: FICTITIOUS BUSINESS NAME STATEMENT File No. 2020-023183 (879, 849, 1090, 871)
publication-name: Mountain View News (897, 75, 1065, 93)
legal-notice (661, 646, 871, 789)
notice-heading: FICTITIOUS BUSINESS NAME STATEMENT File No. 2020-023193 (443, 1237, 654, 1258)
legal-notice (1097, 1136, 1307, 1248)
notice-body: The following person(s) is (are) doing business as: LOPEZ NOTARY SERVICES, 6514 ADRIANN'S ST, HUNTINGTON PARK, CA 90255. Full name of registrant(s) is (are) JOCELYN BENEDICT LOPEZ, 6514 ALBANY ST, HUNTINGTON PARK, CA 90255. This Business is conducted by: AN INDIVIDUAL. Signed: JOCELYN BENEDICT LOPEZ. This statement was filed with the County Clerk of Los Angeles County on 01/28/2020. NOTICE- This Fictitious Name Statement expires five years from the date it was filed in the office of the County Clerk. Publish: Mountain Views News Dates Pub: FEB. 08,15, 22, 29, 2020 (660, 513, 872, 636)
legal-notice (7, 1167, 218, 1330)
legal-notice (661, 1401, 871, 1544)
notice-column-3 (444, 106, 654, 2455)
notice-body: The following person(s) is (are) doing business as: PAULE'S PIZZA OVENS & SUPPLY, 14863 MULBERRY DR UNIT 201, WHITTIER, CA 90604. Full name of registrant(s) is (are) PAUL ESPINOZA, 14863 MULBERRY DR UNIT 201, WHITTIER, CA 90604. This Business is conducted by: AN INDIVIDUAL. Signed: PAUL ESPINOZA. This statement was filed with the County Clerk of Los Angeles County on 01/28/2020. Publish: Mountain Views News Dates Pub: FEB. 08,15, 22, 29, 2020 (660, 1573, 872, 1676)
notice-heading: FICTITIOUS BUSINESS NAME STATEMENT File No. 2020-021629 (443, 503, 654, 524)
footer-office-phone: Office: 626.355.2737 (636, 2469, 788, 2489)
notice-heading: FICTITIOUS BUSINESS NAME STATEMENT File No. 2020-024551 (7, 1838, 219, 1859)
legal-notice (225, 463, 435, 606)
notice-body: The following person(s) is (are) doing business as: SUPREME TRUCKING, 6713 HOOD AVE, HUNTINGTON PARK, CA 90255. Full name of registrant(s) is (are) EZEQUIEL CAMACHO, 6713 HOOD AVE, HUNTINGTON PARK, CA 90255. This Business is conducted by: AN INDIVIDUAL. Signed: EZEQUIEL CAMACHO. This statement was filed with the County Clerk of Los Angeles County on 01/30/2020. Publish: Mountain Views News Dates Pub: FEB. 08,15, 22, 29, 2020 (1096, 309, 1307, 412)
legal-notice (7, 606, 218, 789)
notice-heading: FICTITIOUS BUSINESS NAME STATEMENT File No. 2020-023437 (660, 1247, 872, 1269)
notice-heading: FILE NO. 2020-023476 (1096, 972, 1184, 983)
notice-heading: FICTITIOUS BUSINESS NAME STATEMENT File No. 2020-022202 (1096, 135, 1307, 157)
notice-heading: FICTITIOUS BUSINESS NAME STATEMENT File No. 2020-022577 (879, 227, 1090, 248)
notice-body: The following person(s) is (are) doing business as: GRADYS TAX SERVICE, 12932 SILVERBOW AVE, NORWALK, CA 90650. Full name of registrant(s) is (are) LINDA GRADY, 12932 SILVERBOW AVE, NORWALK, CA 90650. DENNIS GONZALES, 968 W CARRAGEDALE DRIVE, CARSON, CA 90745. This Business is conducted by: A GENERAL PARTNERSHIP. Signed: DENNIS GONZALES. This statement was filed with the County Clerk of Los Angeles County on 01/28/2020. NOTICE- This Fictitious Name Statement expires five years from the date it was filed in the office of the County Clerk. Publish: Mountain Views News Dates Pub: FEB. 08,15, 22, 29, 2020 (443, 523, 654, 657)
legal-notice (1097, 698, 1307, 830)
notice-heading: FICTITIOUS BUSINESS NAME STATEMENT File No. 2020-022008 (443, 1522, 654, 1543)
legal-notice (661, 1687, 871, 1718)
legal-notice (1097, 973, 1307, 1127)
notice-body: The following person(s) is (are) doing business as: A PLUS TUTOR, MALIBU REAL ESTATE SCHOOL, BEST NEST STUDIO, BEVERLY HILLS BREAKFAST, SPEAKERS BUREAU, JOSE ANGEL IMAMURA JR ENTERPRISES, LAGUNA BEACH FITNESS, MALIBU A PLUS TUTOR, MALIBU GOLF INSTRUCTION, MALIBU FITNESS NETWORKING, MALIBU FITNESS SHOPPING, MALIBU FITNESS STORY, 3425 W PACIFIC COAST HWY, MALIBU, CA 90265. Mailing address: PO BOX 1202, MALIBU, CA 90265. Full name of registrant(s) is (are) JOSE ANGEL IMAMURA JR, 3425 W PACIFIC COAST HWY, MALIBU, CA 90265. This Business is conducted by: AN INDIVIDUAL. Signed: JOSE ANGEL IMAMURA JR. This statement was filed with the County Clerk of Los Angeles County on 01/29/2020. The registrant(s) has (have) commenced to transact business under the fictitious business name or names listed above on N/A. NOTICE- This Fictitious Name Statement expires five years from the date it was filed in the office of the County Clerk. Publish: Mountain Views News Dates Pub: FEB. 08,15, 22, 29, 2020 (7, 370, 219, 595)
notice-body: The following person(s) is (are) doing business as: SLEEP COMFORT MATTRESS CO., 4690 ARDINE STREET, CUDAHY, CA 90201. Full name of registrant(s) is (are) ESPERANZA PADILLA MARTINEZ, 4690 ARDINE STREET, CUDAHY, CA 90201. This Business is conducted by: AN INDIVIDUAL. Signed: ESPERANZA PADILLA MARTINEZ. This statement was filed with the County Clerk of Los Angeles County on 01/30/2020. Publish: Mountain Views News Dates Pub: FEB. 08,15, 22, 29, 2020 (879, 1441, 1090, 1543)
legal-notice (444, 1524, 654, 1636)
legal-notice (7, 148, 218, 341)
notice-heading: FICTITIOUS BUSINESS NAME STATEMENT File No. 2020-025405 (7, 349, 219, 371)
notice-heading: FICTITIOUS BUSINESS NAME STATEMENT File No. 2020-024156 (7, 1685, 219, 1707)
legal-notice (444, 953, 654, 1086)
notice-body: The following person(s) is (are) doing business as: HUGO'S LAWN SERVICE, 155 WEST ORANGE GROVE AVE, POMONA, CA 91768. Full name of registrant(s) is (are) HUGO LEAL, 155 WEST ORANGE GROVE AVE, POMONA, CA 91768. This Business is conducted by: AN INDIVIDUAL. Signed: HUGO LEAL. This statement was filed with the County Clerk of Los Angeles County on 01/27/2020. NOTICE- This Fictitious Name Statement expires five years from the date it was filed in the office of the County Clerk. Publish: Mountain Views News Dates Pub: FEB. 08,15, 22, 29, 2020 (443, 687, 654, 800)
notice-body: The following person(s) is (are) doing business as: GMJ TRUCKING, 2516 W ALONDRA BLVD, COMPTON, CA 90220. Full name of registrant(s) is (are) JOSE L GARCIA, 2516 W ALONDRA BLVD, COMPTON, CA 90220. This Business is conducted by: AN INDIVIDUAL. Signed: JOSE L GARCIA. This statement was filed with the County Clerk of Los Angeles County on 01/27/2020. The registrant(s) has (have) commenced to transact business under the fictitious business name or names listed above on 07/2005. NOTICE- This Fictitious Name Statement expires five years from the date it was filed in the office of the County Clerk. Publish: Mountain Views News Dates Pub: FEB. 08,15, 22, 29, 2020 (443, 207, 654, 341)
notice-body: The following person(s) is (are) doing business as: ENERGY TOUCH COR, 1108 W VALLEY BL SUITE 6221, ALHAMBRA, CA 91803. Full name of registrant(s) is (are) HUA LAN WU, 1108 VALLEY BL SUITE 6221, ALHAMBRA, CA 91803. This Business is conducted by: AN INDIVIDUAL. Signed: HUA LAN WU. This statement was filed with the County Clerk of Los Angeles County on 01/28/2020. NOTICE- This Fictitious Name Statement expires five years from the date it was filed in the office of the County Clerk. Publish: Mountain Views News Dates Pub: FEB. 08,15, 22, 29, 2020 (225, 1370, 436, 1483)
notice-body: The following person(s) is (are) doing business as: CLEVER AGENT SERVICES, 9758 TOPANGA CANYON BLVD #8 WEST HILLS, CA 91304. Full name of registrant(s) is (are) JENNIFER MAIANO. This Business is conducted by: AN INDIVIDUAL. Signed: JENNIFER MAIANO. Publish: Mountain Views News Dates Pub: FEB 8,15,22,29, 2020 (1096, 1532, 1307, 1605)
notice-body: The following person(s) is (are) doing business as: EL TIGRE MARKET, 4509 UNION PACIFIC AVE, LOS ANGELES, CA 90023. Full name of registrant(s) is (are) FRANCISCO MATEOS BRAVOS, 4509 UNION PACIFIC AVE, LOS ANGELES, CA 90023. This Business is conducted by: AN INDIVIDUAL. Signed: FRANCISCO MATEOS BRAVOS. This statement was filed with the County Clerk of Los Angeles County on 01/28/2020. NOTICE- This Fictitious Name Statement expires five years from the date it was filed in the office of the County Clerk. Publish: Mountain Views News Dates Pub: FEB. 08,15, 22, 29, 2020 (225, 1063, 436, 1186)
footer-address: 80 W Sierra Madre Blvd. No. 327 Sierra Madre, Ca. 91024 (194, 2469, 615, 2489)
legal-notice (444, 810, 654, 943)
notice-heading: FICTITIOUS BUSINESS NAME STATEMENT File No. 2020-023820 (660, 1685, 872, 1707)
legal-notice (879, 229, 1089, 392)
notice-body: The following person(s) is (are) doing business as: MARTIN'S LANDSCAPING, 12670 LUXOR STREET, DOWNEY, CA 90242. Full name of registrant(s) is (are) MARTIN GOMEZ REYES, 12670 LUXOR STREET, DOWNEY, CA 90242. This Business is conducted by: AN INDIVIDUAL. Signed: MARTIN GOMEZ REYES. This statement was filed with the County Clerk of Los Angeles County on 01/30/2020. NOTICE- This Fictitious Name Statement expires five years from the date it was filed in the office of the County Clerk. Publish: Mountain Views News Dates Pub: FEB. 08,15, 22, 29, 2020 (660, 972, 872, 1085)
legal-notice (661, 800, 871, 943)
notice-heading: FICTITIOUS BUSINESS NAME STATEMENT File No. 2020-021732 (225, 1349, 436, 1370)
legal-notice (661, 953, 871, 1086)
legal-notice (444, 351, 654, 494)
notice-heading: FICTITIOUS BUSINESS NAME STATEMENT File No. 2020-021664 (443, 666, 654, 688)
legal-notice (879, 1003, 1089, 1146)
notice-heading: FICTITIOUS BUSINESS NAME STATEMENT File No. 2020-022773 (879, 1156, 1090, 1176)
notice-body: The following person(s) is (are) doing business as: K-ART HAIR SALON, 3317 TORRANCE BLVD UNIT 15, TORRANCE, CA 90503. Full name of registrant(s) is (are) CHUNG KIM, 731 W 164TH ST, GARDENA, CA 90247. This Business is conducted by: AN INDIVIDUAL. Signed: CHUNG KIM. This statement was filed with the County Clerk of Los Angeles County on 01/27/2020. NOTICE- This Fictitious Name Statement expires five years from the date it was filed in the office of the County Clerk. Publish: Mountain Views News Dates Pub: FEB. 08,15, 22, 29, 2020 (443, 1114, 654, 1228)
notice-heading: FICTITIOUS BUSINESS NAME STATEMENT File No. 2020-021554 (225, 278, 436, 300)
notice-heading: FICTITIOUS BUSINESS NAME STATEMENT File No. 2020-021965 (1096, 421, 1307, 443)
legal-notice (1097, 1381, 1307, 1503)
notice-body: The following person(s) is (are) doing business as: SOUTH BAY AUTO REPAIR, 15430 S VERMONT AVE, GARDENA, CA 90247. Full name of registrant(s) is (are) RICARDO GILBERTO MACARIO, 15430 S VERMONT AVE, GARDENA, CA 90247. This Business is conducted by: AN INDIVIDUAL. Signed: RICARDO GILBERTO MACARIO. This statement was filed with the County Clerk of Los Angeles County on 01/28/2020. Publish: Mountain Views News Dates Pub: FEB. 08,15, 22, 29, 2020 (879, 1573, 1090, 1676)
